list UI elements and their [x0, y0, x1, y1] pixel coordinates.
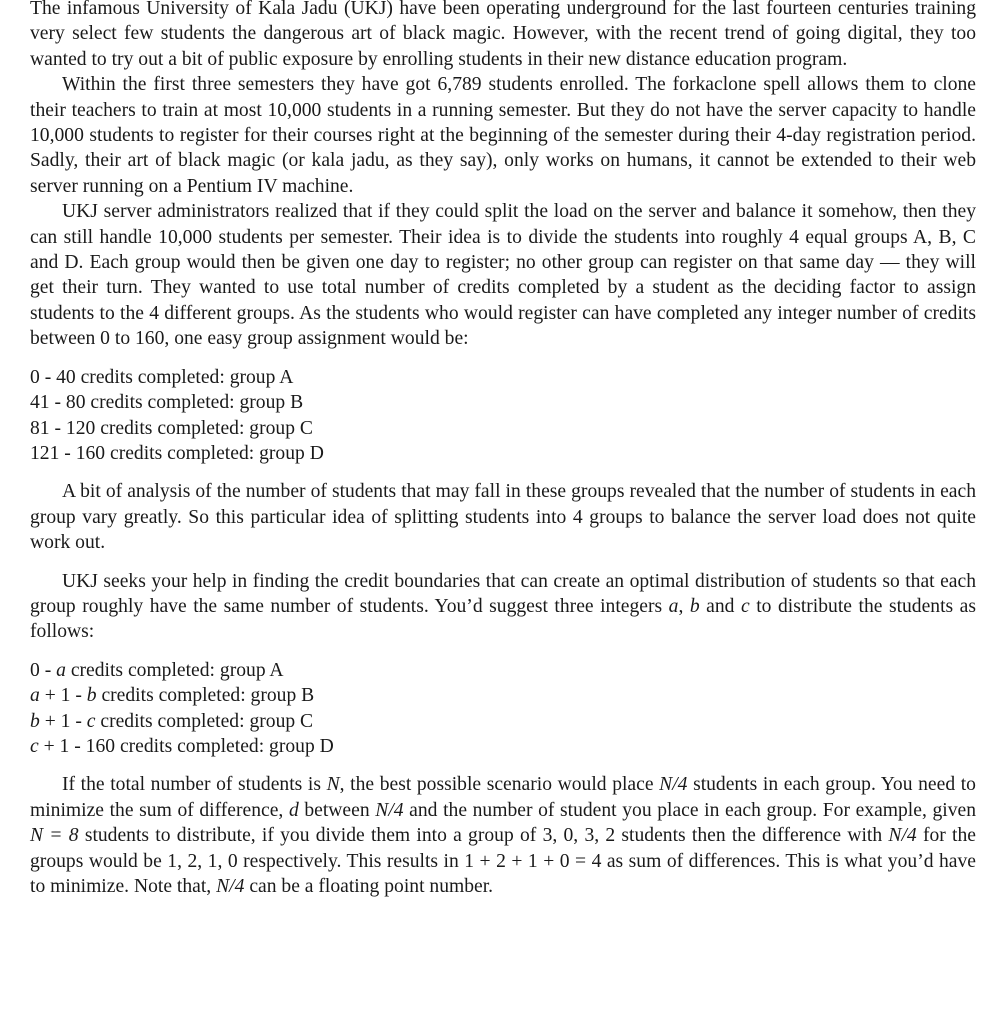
paragraph-load-split: UKJ server administrators realized that if they could split the load on the server and balance it somehow, then they can still handle 10,000 students per semester. Their idea is to divide the students into roughly 4 equal groups A, B, C and D. Each group would then be given one day to register; no other group can register on that same day — they will get their turn. They wanted to use total number of credits completed by a student as the deciding factor to assign students to the 4 different groups. As the students who would register can have completed any integer number of credits between 0 to 160, one easy group assignment would be:	[30, 201, 976, 350]
easy-group-assignment-list	[30, 365, 976, 467]
list-item: 0 - 40 credits completed: group A	[30, 366, 294, 388]
math-d: d	[288, 799, 299, 821]
variable-c: c	[741, 595, 750, 617]
list-item: b + 1 - c credits completed: group C	[30, 710, 314, 732]
paragraph-enrollment: Within the first three semesters they have got 6,789 students enrolled. The forkaclone spell allows them to clone their teachers to train at most 10,000 students in a running semester. But they do not have the server capacity to handle 10,000 students to register for their courses right at the beginning of the semester during their 4-day registration period. Sadly, their art of black magic (or kala jadu, as they say), only works on humans, it cannot be extended to their web server running on a Pentium IV machine.	[30, 74, 976, 197]
list-item-text: credits completed: group A	[65, 659, 284, 681]
math-N-over-4: N/4	[375, 799, 404, 821]
math-sum: 1 + 2 + 1 + 0 = 4	[464, 850, 602, 872]
list-item: a + 1 - b credits completed: group B	[30, 685, 315, 707]
list-item-text: credits completed: group C	[95, 710, 314, 732]
text: can be a floating point number.	[244, 876, 494, 897]
list-item: 121 - 160 credits completed: group D	[30, 442, 324, 464]
variable-c: c	[86, 710, 96, 732]
paragraph-analysis: A bit of analysis of the number of students that may fall in these groups revealed that the number of students in each group vary greatly. So this particular idea of splitting students into 4 groups to balance the server load does not quite work out.	[30, 481, 976, 554]
list-item-text: credits completed: group B	[96, 685, 315, 707]
text: UKJ seeks your help in finding the credit boundaries that can create an optimal distribution of students so that each group roughly have the same number of students. You’d suggest three integers	[30, 570, 976, 617]
text: for the groups would be 1, 2, 1, 0 respectively. This results in	[30, 825, 976, 872]
variable-a: a	[56, 659, 66, 681]
variable-b: b	[86, 685, 97, 707]
optimal-group-assignment-list	[30, 658, 976, 760]
list-item: 81 - 120 credits completed: group C	[30, 417, 313, 439]
list-item: 0 - a credits completed: group A	[30, 659, 284, 681]
variable-b: b	[689, 595, 700, 617]
paragraph-objective	[30, 772, 976, 899]
text: as sum of differences. This is what you’d have to minimize. Note that,	[30, 850, 976, 897]
upper-bound: 160	[85, 735, 116, 757]
text: and the number of student you place in each group. For example, given	[403, 799, 976, 821]
math-N: N	[326, 774, 340, 796]
math-N-over-4: N/4	[216, 876, 245, 897]
variable-a: a	[668, 595, 679, 617]
math-N-over-4: N/4	[888, 825, 917, 847]
list-item: 41 - 80 credits completed: group B	[30, 392, 304, 414]
math-N-over-4: N/4	[659, 774, 688, 796]
text: and	[699, 595, 741, 617]
text: to distribute the students as follows:	[30, 595, 977, 643]
text: between	[298, 799, 376, 821]
text: students to distribute, if you divide them into a group of 3, 0, 3, 2 students then the difference with	[78, 825, 889, 847]
list-item-text: credits completed: group D	[115, 735, 334, 757]
text: If the total number of students is	[62, 774, 327, 796]
paragraph-intro: The infamous University of Kala Jadu (UKJ) have been operating underground for the last fourteen centuries training very select few students the dangerous art of black magic. However, with the recent trend of going digital, they too wanted to try out a bit of public exposure by enrolling students in their new distance education program.	[30, 0, 976, 70]
paragraph-help-request	[30, 569, 976, 645]
text: students in each group. You need to minimize the sum of difference,	[30, 774, 976, 821]
text: , the best possible scenario would place	[339, 774, 660, 796]
math-N-equals-8: N = 8	[30, 825, 79, 847]
list-item: c + 1 - 160 credits completed: group D	[30, 735, 334, 757]
text: ,	[678, 595, 690, 617]
